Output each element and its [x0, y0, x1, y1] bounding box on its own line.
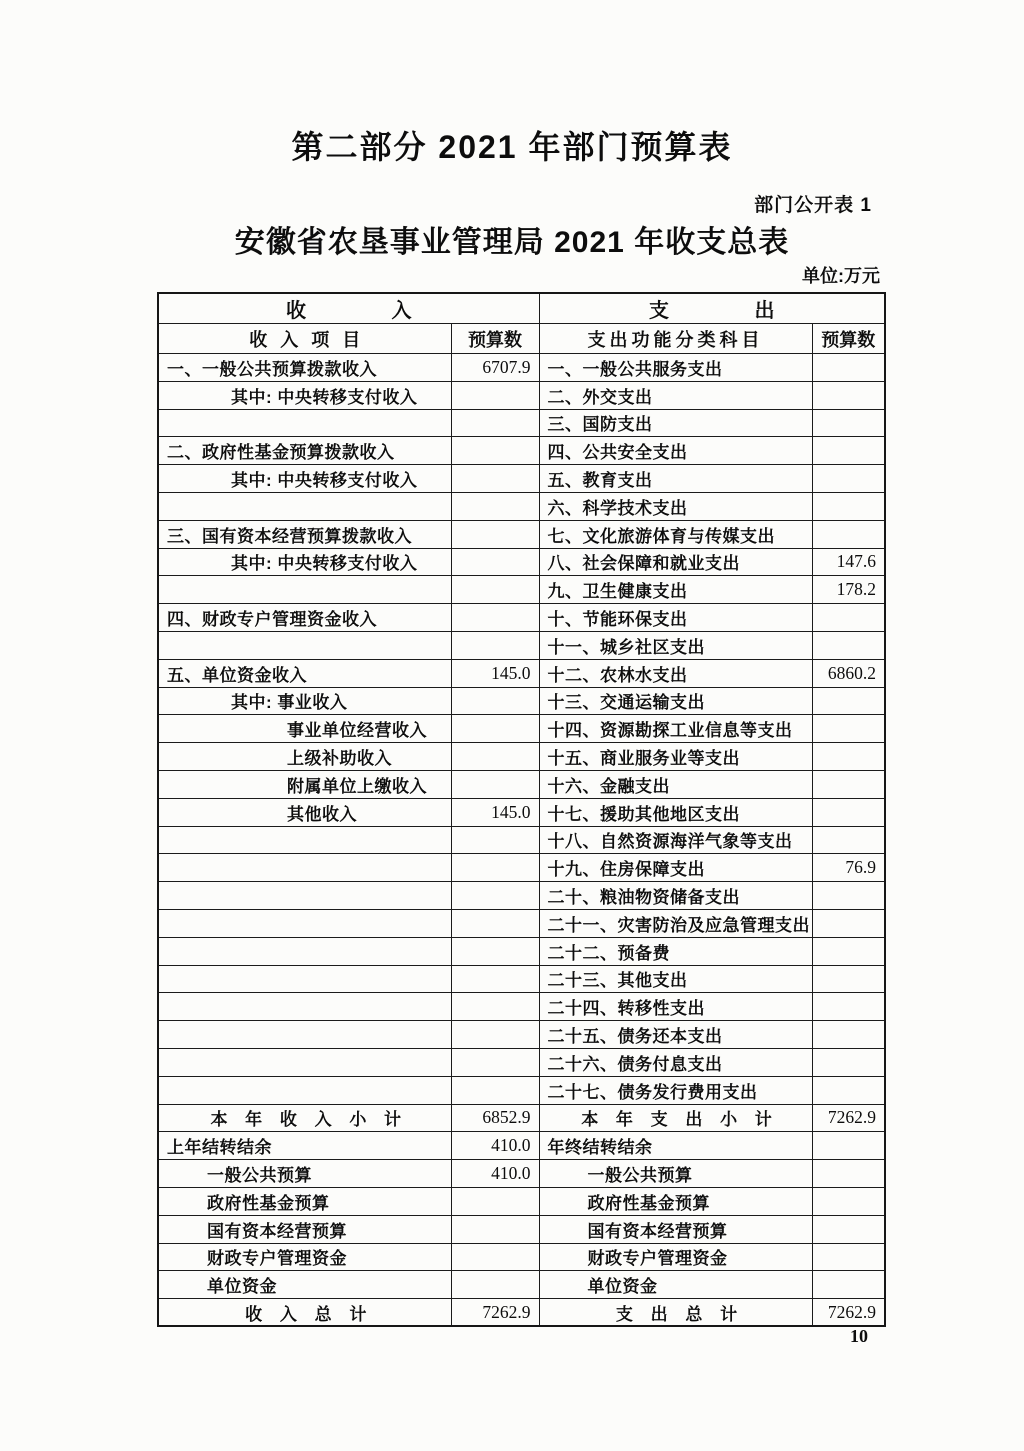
expense-item-cell: 二十三、其他支出 [539, 965, 812, 993]
income-budget-cell: 6852.9 [451, 1104, 539, 1132]
table-row [158, 631, 885, 659]
expense-budget-cell: 6860.2 [812, 659, 885, 687]
income-budget-cell: 410.0 [451, 1160, 539, 1188]
table-header [158, 293, 885, 354]
income-budget-cell [451, 965, 539, 993]
income-item-cell [158, 826, 451, 854]
income-budget-cell [451, 1021, 539, 1049]
table-row [158, 715, 885, 743]
income-item-cell: 其中: 中央转移支付收入 [158, 548, 451, 576]
expense-item-cell: 二十一、灾害防治及应急管理支出 [539, 909, 812, 937]
income-budget-cell: 6707.9 [451, 354, 539, 382]
table-row [158, 687, 885, 715]
income-budget-cell [451, 743, 539, 771]
expense-item-cell: 十、节能环保支出 [539, 604, 812, 632]
income-budget-cell [451, 520, 539, 548]
expense-item-cell: 五、教育支出 [539, 465, 812, 493]
income-item-cell: 其中: 中央转移支付收入 [158, 381, 451, 409]
expense-item-cell: 政府性基金预算 [539, 1187, 812, 1215]
income-budget-cell [451, 770, 539, 798]
table-row [158, 937, 885, 965]
income-item-cell [158, 965, 451, 993]
income-item-cell: 四、财政专户管理资金收入 [158, 604, 451, 632]
expense-budget-cell [812, 1271, 885, 1299]
income-budget-cell [451, 631, 539, 659]
table-row [158, 854, 885, 882]
income-item-cell [158, 909, 451, 937]
income-budget-cell [451, 576, 539, 604]
income-budget-cell: 145.0 [451, 659, 539, 687]
income-item-cell: 本 年 收 入 小 计 [158, 1104, 451, 1132]
table-row [158, 1021, 885, 1049]
expense-section-header: 支 出 [539, 293, 885, 324]
income-item-cell [158, 854, 451, 882]
income-item-cell [158, 1048, 451, 1076]
expense-item-cell: 二十七、债务发行费用支出 [539, 1076, 812, 1104]
table-row [158, 1243, 885, 1271]
expense-item-cell: 十五、商业服务业等支出 [539, 743, 812, 771]
expense-budget-cell [812, 437, 885, 465]
column-header-row [158, 324, 885, 354]
column-header-income-item: 收 入 项 目 [158, 324, 451, 354]
income-budget-cell [451, 1048, 539, 1076]
expense-item-cell: 支 出 总 计 [539, 1299, 812, 1327]
expense-budget-cell [812, 993, 885, 1021]
income-item-cell [158, 1021, 451, 1049]
expense-item-cell: 二十六、债务付息支出 [539, 1048, 812, 1076]
table-row [158, 354, 885, 382]
income-item-cell [158, 576, 451, 604]
expense-item-cell: 二、外交支出 [539, 381, 812, 409]
income-budget-cell [451, 826, 539, 854]
income-budget-cell: 410.0 [451, 1132, 539, 1160]
table-row [158, 993, 885, 1021]
income-budget-cell [451, 937, 539, 965]
section-title: 第二部分 2021 年部门预算表 [291, 129, 733, 165]
expense-budget-cell [812, 743, 885, 771]
table-row [158, 576, 885, 604]
expense-item-cell: 二十二、预备费 [539, 937, 812, 965]
page-number: 10 [850, 1326, 868, 1346]
table-row [158, 604, 885, 632]
table-row [158, 465, 885, 493]
expense-budget-cell [812, 631, 885, 659]
column-header-income-budget: 预算数 [451, 324, 539, 354]
table-row [158, 1132, 885, 1160]
expense-budget-cell [812, 1160, 885, 1188]
income-budget-cell [451, 1243, 539, 1271]
income-item-cell [158, 492, 451, 520]
expense-budget-cell [812, 1076, 885, 1104]
expense-item-cell: 本 年 支 出 小 计 [539, 1104, 812, 1132]
income-budget-cell: 7262.9 [451, 1299, 539, 1327]
income-item-cell [158, 937, 451, 965]
income-budget-cell [451, 1187, 539, 1215]
income-budget-cell [451, 1215, 539, 1243]
income-budget-cell [451, 1271, 539, 1299]
expense-budget-cell: 7262.9 [812, 1299, 885, 1327]
table-row [158, 770, 885, 798]
income-budget-cell [451, 1076, 539, 1104]
table-row [158, 1299, 885, 1327]
expense-item-cell: 财政专户管理资金 [539, 1243, 812, 1271]
expense-item-cell: 十四、资源勘探工业信息等支出 [539, 715, 812, 743]
income-budget-cell [451, 437, 539, 465]
table-row [158, 965, 885, 993]
expense-item-cell: 十二、农林水支出 [539, 659, 812, 687]
expense-budget-cell: 7262.9 [812, 1104, 885, 1132]
table-row [158, 437, 885, 465]
income-item-cell: 上级补助收入 [158, 743, 451, 771]
table-row [158, 548, 885, 576]
table-row [158, 1048, 885, 1076]
income-item-cell: 三、国有资本经营预算拨款收入 [158, 520, 451, 548]
expense-item-cell: 十六、金融支出 [539, 770, 812, 798]
income-item-cell: 二、政府性基金预算拨款收入 [158, 437, 451, 465]
expense-budget-cell [812, 465, 885, 493]
expense-budget-cell [812, 826, 885, 854]
expense-item-cell: 单位资金 [539, 1271, 812, 1299]
expense-item-cell: 一般公共预算 [539, 1160, 812, 1188]
expense-budget-cell [812, 381, 885, 409]
expense-item-cell: 三、国防支出 [539, 409, 812, 437]
income-budget-cell [451, 548, 539, 576]
table-row [158, 909, 885, 937]
income-budget-cell [451, 381, 539, 409]
table-row [158, 743, 885, 771]
income-item-cell: 国有资本经营预算 [158, 1215, 451, 1243]
expense-budget-cell [812, 770, 885, 798]
expense-budget-cell [812, 1021, 885, 1049]
expense-item-cell: 国有资本经营预算 [539, 1215, 812, 1243]
income-item-cell [158, 631, 451, 659]
unit-note: 单位:万元 [802, 266, 880, 286]
income-item-cell: 政府性基金预算 [158, 1187, 451, 1215]
expense-budget-cell [812, 715, 885, 743]
expense-budget-cell [812, 687, 885, 715]
expense-budget-cell [812, 520, 885, 548]
table-row [158, 826, 885, 854]
table-row [158, 798, 885, 826]
section-header-row [158, 293, 885, 324]
income-item-cell: 财政专户管理资金 [158, 1243, 451, 1271]
expense-budget-cell [812, 1048, 885, 1076]
income-budget-cell [451, 909, 539, 937]
expense-item-cell: 二十、粮油物资储备支出 [539, 882, 812, 910]
expense-budget-cell [812, 909, 885, 937]
income-item-cell: 一般公共预算 [158, 1160, 451, 1188]
table-row [158, 1160, 885, 1188]
expense-item-cell: 年终结转结余 [539, 1132, 812, 1160]
expense-item-cell: 十一、城乡社区支出 [539, 631, 812, 659]
income-item-cell: 事业单位经营收入 [158, 715, 451, 743]
expense-item-cell: 四、公共安全支出 [539, 437, 812, 465]
income-budget-cell [451, 465, 539, 493]
income-item-cell: 收 入 总 计 [158, 1299, 451, 1327]
table-row [158, 520, 885, 548]
expense-item-cell: 十七、援助其他地区支出 [539, 798, 812, 826]
table-row [158, 1104, 885, 1132]
income-item-cell [158, 1076, 451, 1104]
income-budget-cell [451, 604, 539, 632]
expense-budget-cell: 76.9 [812, 854, 885, 882]
table-row [158, 381, 885, 409]
income-item-cell: 单位资金 [158, 1271, 451, 1299]
expense-item-cell: 八、社会保障和就业支出 [539, 548, 812, 576]
income-budget-cell [451, 687, 539, 715]
income-item-cell [158, 993, 451, 1021]
table-row [158, 1076, 885, 1104]
income-item-cell [158, 409, 451, 437]
expense-item-cell: 九、卫生健康支出 [539, 576, 812, 604]
expense-budget-cell: 178.2 [812, 576, 885, 604]
income-item-cell [158, 882, 451, 910]
column-header-expense-budget: 预算数 [812, 324, 885, 354]
expense-item-cell: 二十四、转移性支出 [539, 993, 812, 1021]
expense-item-cell: 二十五、债务还本支出 [539, 1021, 812, 1049]
income-item-cell: 其他收入 [158, 798, 451, 826]
expense-budget-cell [812, 604, 885, 632]
income-item-cell: 其中: 事业收入 [158, 687, 451, 715]
expense-budget-cell [812, 1187, 885, 1215]
table-label: 部门公开表 1 [754, 195, 872, 216]
expense-budget-cell [812, 798, 885, 826]
budget-summary-table [157, 292, 886, 1327]
expense-item-cell: 十三、交通运输支出 [539, 687, 812, 715]
expense-budget-cell [812, 1132, 885, 1160]
income-budget-cell [451, 492, 539, 520]
expense-item-cell: 六、科学技术支出 [539, 492, 812, 520]
table-row [158, 1215, 885, 1243]
table-row [158, 492, 885, 520]
page-title: 安徽省农垦事业管理局 2021 年收支总表 [234, 226, 790, 259]
income-budget-cell [451, 993, 539, 1021]
income-budget-cell [451, 854, 539, 882]
income-item-cell: 一、一般公共预算拨款收入 [158, 354, 451, 382]
expense-item-cell: 十九、住房保障支出 [539, 854, 812, 882]
table-row [158, 409, 885, 437]
income-budget-cell [451, 715, 539, 743]
expense-budget-cell [812, 409, 885, 437]
income-item-cell: 上年结转结余 [158, 1132, 451, 1160]
budget-table-body [158, 354, 885, 1327]
expense-budget-cell [812, 882, 885, 910]
expense-budget-cell [812, 354, 885, 382]
column-header-expense-item: 支出功能分类科目 [539, 324, 812, 354]
expense-budget-cell: 147.6 [812, 548, 885, 576]
income-item-cell: 附属单位上缴收入 [158, 770, 451, 798]
table-row [158, 659, 885, 687]
table-row [158, 1187, 885, 1215]
table-row [158, 882, 885, 910]
income-section-header: 收 入 [158, 293, 539, 324]
expense-budget-cell [812, 965, 885, 993]
expense-budget-cell [812, 1243, 885, 1271]
expense-item-cell: 七、文化旅游体育与传媒支出 [539, 520, 812, 548]
expense-budget-cell [812, 492, 885, 520]
income-budget-cell [451, 409, 539, 437]
income-budget-cell [451, 882, 539, 910]
table-row [158, 1271, 885, 1299]
expense-budget-cell [812, 937, 885, 965]
income-budget-cell: 145.0 [451, 798, 539, 826]
expense-item-cell: 十八、自然资源海洋气象等支出 [539, 826, 812, 854]
income-item-cell: 五、单位资金收入 [158, 659, 451, 687]
income-item-cell: 其中: 中央转移支付收入 [158, 465, 451, 493]
expense-item-cell: 一、一般公共服务支出 [539, 354, 812, 382]
expense-budget-cell [812, 1215, 885, 1243]
